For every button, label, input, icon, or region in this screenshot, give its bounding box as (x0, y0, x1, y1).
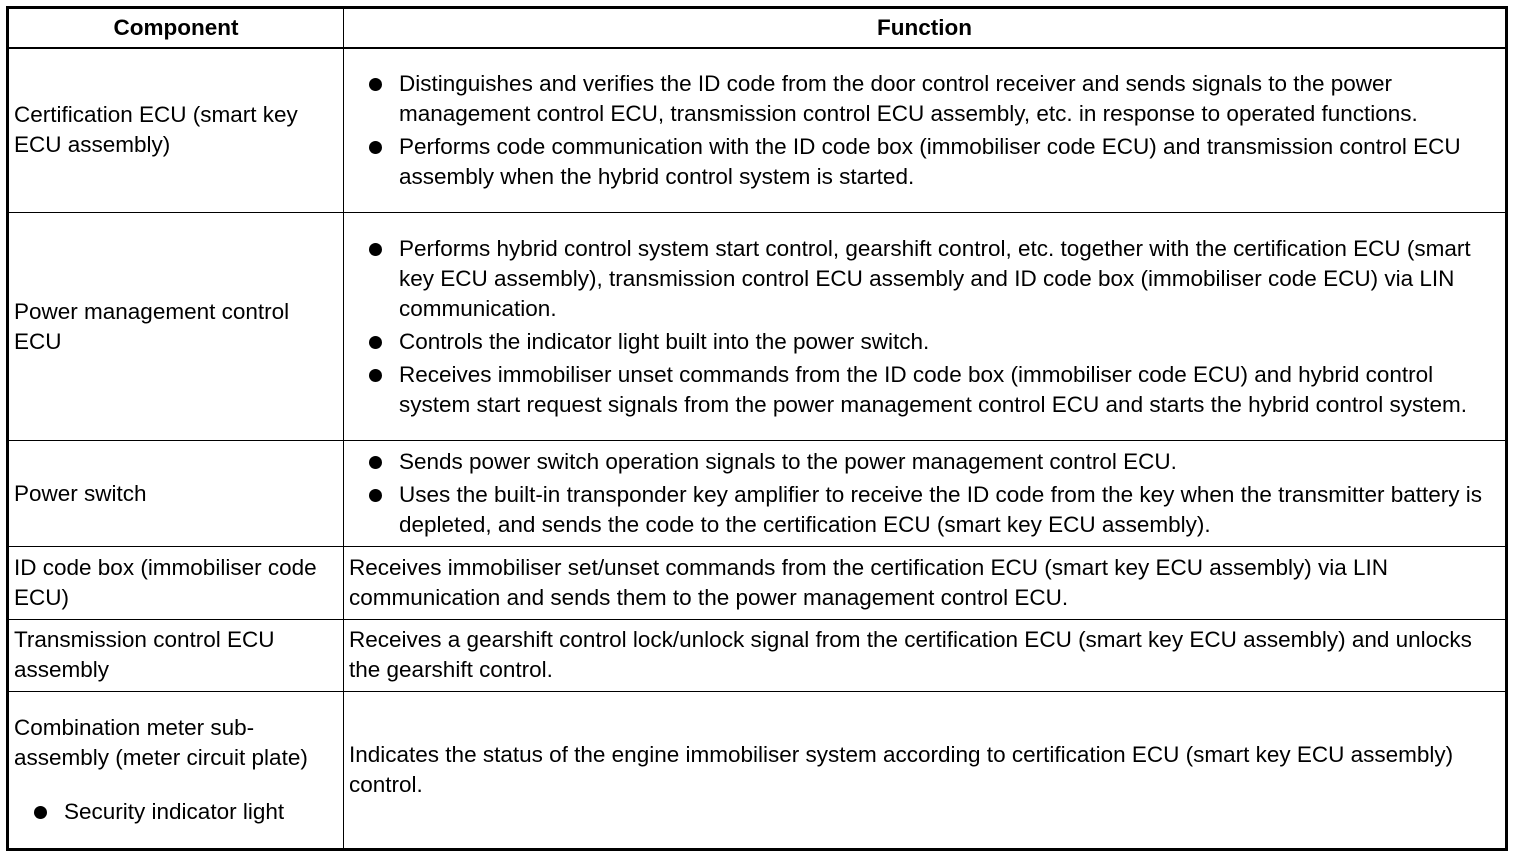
table-header-row (8, 8, 1507, 49)
function-bullet: Sends power switch operation signals to the power management control ECU. (399, 447, 1500, 477)
table-row (8, 691, 1507, 849)
bullet-dot-icon (34, 806, 47, 819)
component-cell: Transmission control ECU assembly (8, 619, 344, 691)
table-row (8, 547, 1507, 619)
function-bullet: Performs hybrid control system start control, gearshift control, etc. together with the certification ECU (smart key ECU assembly), transmission control ECU assembly and ID code box (immobiliser code ECU) via LIN communication. (399, 234, 1500, 324)
table-row (8, 212, 1507, 440)
function-bullet: Performs code communication with the ID code box (immobiliser code ECU) and transmission control ECU assembly when the hybrid control system is started. (399, 132, 1500, 192)
function-bullet: Controls the indicator light built into the power switch. (399, 327, 1500, 357)
function-bullet: Receives immobiliser unset commands from the ID code box (immobiliser code ECU) and hybrid control system start request signals from the power management control ECU and starts the hybrid control system. (399, 360, 1500, 420)
function-cell: Receives immobiliser set/unset commands from the certification ECU (smart key ECU assembly) via LIN communication and sends them to the power management control ECU. (344, 547, 1507, 619)
function-bullet-list (349, 447, 1500, 540)
component-sub-label: Security indicator light (64, 798, 285, 824)
table-row (8, 48, 1507, 212)
component-function-table (6, 6, 1508, 851)
component-name: Combination meter sub-assembly (meter circuit plate) (14, 714, 308, 770)
function-cell (344, 441, 1507, 547)
component-cell: ID code box (immobiliser code ECU) (8, 547, 344, 619)
function-cell: Indicates the status of the engine immobiliser system according to certification ECU (smart key ECU assembly) control. (344, 691, 1507, 849)
table-row (8, 441, 1507, 547)
function-cell (344, 48, 1507, 212)
component-cell: Certification ECU (smart key ECU assembly) (8, 48, 344, 212)
header-function: Function (344, 8, 1507, 49)
function-cell: Receives a gearshift control lock/unlock signal from the certification ECU (smart key ECU assembly) and unlocks the gearshift control. (344, 619, 1507, 691)
table-row (8, 619, 1507, 691)
component-cell: Power management control ECU (8, 212, 344, 440)
function-cell (344, 212, 1507, 440)
header-component: Component (8, 8, 344, 49)
function-bullet: Distinguishes and verifies the ID code from the door control receiver and sends signals to the power management control ECU, transmission control ECU assembly, etc. in response to operated functions. (399, 69, 1500, 129)
function-bullet-list (349, 69, 1500, 192)
function-bullet-list (349, 234, 1500, 420)
component-sub-item (14, 797, 338, 827)
component-cell: Power switch (8, 441, 344, 547)
function-bullet: Uses the built-in transponder key amplifier to receive the ID code from the key when the transmitter battery is depleted, and sends the code to the certification ECU (smart key ECU assembly). (399, 480, 1500, 540)
component-cell (8, 691, 344, 849)
